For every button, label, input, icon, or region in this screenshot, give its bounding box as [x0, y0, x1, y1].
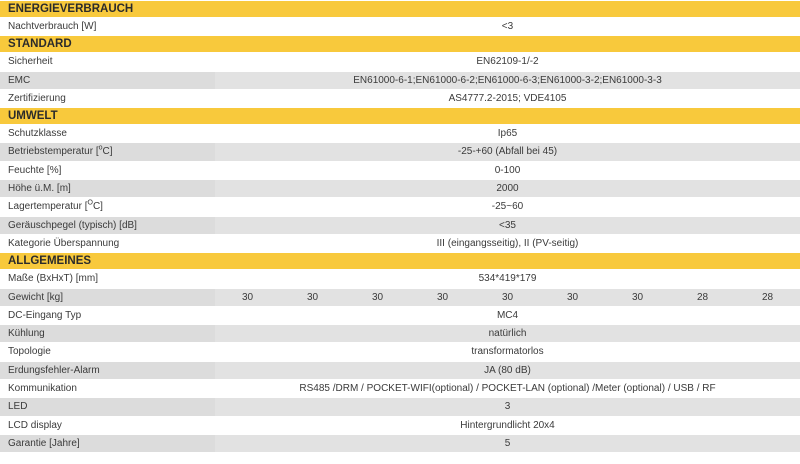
row-label: Höhe ü.M. [m]	[0, 180, 215, 197]
row-value: transformatorlos	[471, 346, 544, 358]
row-label: Maße (BxHxT) [mm]	[0, 270, 215, 287]
table-row	[0, 197, 800, 215]
section-header: ENERGIEVERBRAUCH	[0, 0, 800, 17]
table-row	[0, 234, 800, 252]
row-value: AS4777.2-2015; VDE4105	[448, 92, 567, 104]
degree-mark: O	[87, 200, 93, 208]
section-header: STANDARD	[0, 35, 800, 52]
table-row	[0, 17, 800, 35]
row-value: JA (80 dB)	[484, 364, 531, 376]
row-label: Garantie [Jahre]	[0, 435, 215, 452]
row-label: Topologie	[0, 343, 215, 360]
row-label: Kühlung	[0, 325, 215, 342]
table-row	[0, 142, 800, 160]
row-value-cell: 28	[761, 291, 774, 303]
row-value: RS485 /DRM / POCKET-WIFI(optional) / POCKET-LAN (optional) /Meter (optional) / USB / RF	[299, 383, 716, 395]
row-value: 3	[504, 401, 511, 413]
row-label: Nachtverbrauch [W]	[0, 18, 215, 35]
row-label: Sicherheit	[0, 53, 215, 70]
table-row	[0, 216, 800, 234]
row-value: Ip65	[497, 128, 518, 140]
row-label: Erdungsfehler-Alarm	[0, 362, 215, 379]
row-value-cell: 30	[501, 291, 514, 303]
table-row	[0, 89, 800, 107]
row-label: Gewicht [kg]	[0, 289, 215, 306]
table-row	[0, 306, 800, 324]
row-value: natürlich	[488, 328, 527, 340]
row-value: -25-+60 (Abfall bei 45)	[457, 146, 558, 158]
row-value: III (eingangsseitig), II (PV-seitig)	[436, 237, 579, 249]
row-value: 2000	[496, 183, 519, 195]
table-row	[0, 379, 800, 397]
row-label-unit: C]	[102, 146, 113, 158]
section-header: ALLGEMEINES	[0, 252, 800, 269]
table-row	[0, 288, 800, 306]
degree-mark: o	[98, 145, 103, 153]
row-label	[0, 198, 215, 215]
row-value: 534*419*179	[478, 273, 537, 285]
row-value: -25~60	[491, 201, 524, 213]
row-label: Kategorie Überspannung	[0, 235, 215, 252]
table-row	[0, 269, 800, 287]
table-row	[0, 361, 800, 379]
table-row	[0, 161, 800, 179]
row-value-cell: 30	[306, 291, 319, 303]
row-label: Geräuschpegel (typisch) [dB]	[0, 217, 215, 234]
table-row	[0, 52, 800, 70]
table-row	[0, 416, 800, 434]
section-header: UMWELT	[0, 107, 800, 124]
row-value: <35	[499, 219, 516, 231]
row-label: Kommunikation	[0, 380, 215, 397]
row-value-cell: 30	[566, 291, 579, 303]
row-label: DC-Eingang Typ	[0, 307, 215, 324]
row-label: LED	[0, 398, 215, 415]
row-label: Schutzklasse	[0, 125, 215, 142]
table-row	[0, 124, 800, 142]
row-label-unit: C]	[92, 201, 103, 213]
row-label: EMC	[0, 72, 215, 89]
row-value-cell: 30	[436, 291, 449, 303]
row-value: 5	[504, 437, 511, 449]
row-label: LCD display	[0, 417, 215, 434]
table-row	[0, 324, 800, 342]
row-value: EN61000-6-1;EN61000-6-2;EN61000-6-3;EN61000-3-2;EN61000-3-3	[353, 74, 662, 86]
row-value: 0-100	[494, 164, 521, 176]
row-value: EN62109-1/-2	[476, 56, 539, 68]
table-row	[0, 434, 800, 452]
row-values	[215, 289, 800, 307]
table-row	[0, 179, 800, 197]
row-value: MC4	[496, 309, 519, 321]
row-label	[0, 143, 215, 160]
table-row	[0, 397, 800, 415]
row-value-cell: 28	[696, 291, 709, 303]
row-value-cell: 30	[371, 291, 384, 303]
row-value-cell: 30	[241, 291, 254, 303]
table-row	[0, 71, 800, 89]
row-label-text: Betriebstemperatur [	[8, 146, 99, 158]
row-value: <3	[501, 21, 514, 32]
row-value: Hintergrundlicht 20x4	[460, 419, 555, 431]
row-value-cell: 30	[631, 291, 644, 303]
row-label: Feuchte [%]	[0, 162, 215, 179]
row-label-text: Lagertemperatur [	[8, 201, 88, 213]
row-label: Zertifizierung	[0, 90, 215, 107]
table-row	[0, 342, 800, 360]
